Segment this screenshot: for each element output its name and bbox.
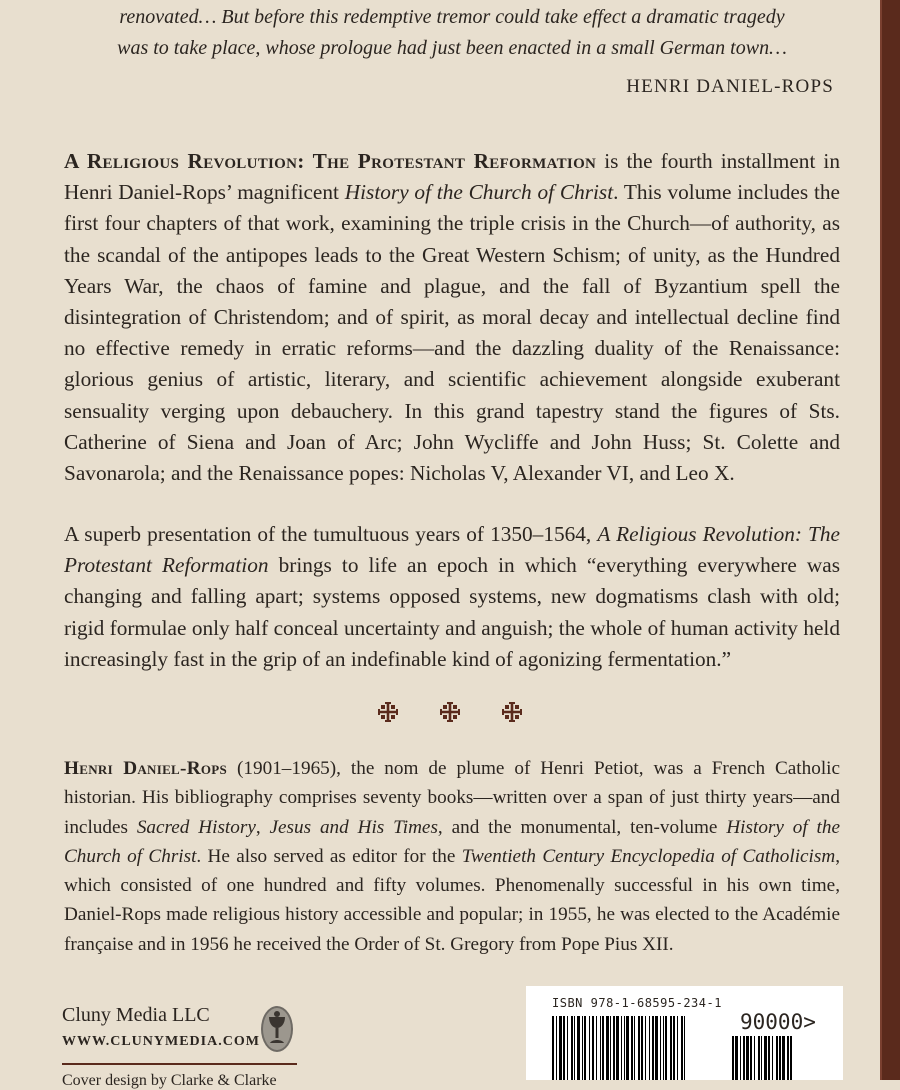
footer-rule	[62, 1063, 297, 1065]
barcode-bar	[631, 1016, 633, 1080]
publisher-name: Cluny Media LLC	[62, 1004, 210, 1026]
barcode-bar	[790, 1036, 792, 1080]
barcode-bar	[670, 1016, 672, 1080]
barcode-bar	[787, 1036, 789, 1080]
barcode-block	[526, 986, 843, 1080]
barcode-bar	[584, 1016, 586, 1080]
price-code: 90000>	[740, 1010, 816, 1034]
barcode-bar	[563, 1016, 565, 1080]
barcode-bar	[663, 1016, 664, 1080]
description-text-2: . This volume includes the first four chapters of that work, examining the triple crisis in the Church—of authority, as the scandal of the antipopes leads to the Great Western Schism; of unity, as the Hundred Years War, the chaos of famine and plague, and the fall of Byzantium spell the disintegration of Christendom; and of spirit, as moral decay and intellectual decline find no effective remedy in erratic reforms—and the dazzling duality of the Renaissance: glorious genius of artistic, literary, and scientific achievement alongside exuberant sensuality verging upon debauchery. In this grand tapestry stand the figures of Sts. Catherine of Siena and Joan of Arc; John Wycliffe and John Huss; St. Colette and Savonarola; and the Renaissance popes: Nicholas V, Alexander VI, and Leo X.	[64, 180, 840, 486]
barcode-bar	[768, 1036, 770, 1080]
barcode-bar	[552, 1016, 554, 1080]
barcode-bar	[677, 1016, 678, 1080]
barcode-bar	[779, 1036, 781, 1080]
barcode-bar	[681, 1016, 683, 1080]
barcode-bar	[660, 1016, 661, 1080]
barcode-bar	[782, 1036, 785, 1080]
quote-line-1: renovated… But before this redemptive tremor could take effect a dramatic tragedy	[119, 6, 785, 28]
barcode-bar	[626, 1016, 629, 1080]
isbn-number: ISBN 978-1-68595-234-1	[552, 996, 722, 1010]
bio-text-2: , and the monumental, ten-volume	[437, 816, 727, 838]
jerusalem-cross-icon	[500, 700, 524, 724]
barcode-bar	[754, 1036, 755, 1080]
barcode-bar	[673, 1016, 675, 1080]
bio-text-1: (1901–1965), the nom de plume of Henri Petiot, was a French Catholic historian. His bibliography comprises seventy books—written over a span of just thirty years—and includes	[64, 758, 841, 838]
epigraph-quote	[64, 2, 840, 64]
barcode-bar	[655, 1016, 658, 1080]
barcode-bar	[649, 1016, 650, 1080]
presentation-paragraph	[64, 519, 840, 675]
barcode-bar	[621, 1016, 622, 1080]
barcode-bar	[764, 1036, 767, 1080]
barcode-bar	[665, 1016, 667, 1080]
barcode-bar	[758, 1036, 760, 1080]
bio-book-3: History of the Church of Christ	[64, 816, 841, 867]
cover-credit: Cover design by Clarke & Clarke	[62, 1072, 277, 1089]
barcode-bar	[645, 1016, 646, 1080]
jerusalem-cross-icon	[376, 700, 400, 724]
description-text-1: is the fourth installment in Henri Daniel-Rops’ magnificent	[64, 149, 840, 205]
barcode-bar	[750, 1036, 752, 1080]
bio-text-4: , which consisted of one hundred and fifty volumes. Phenomenally successful in his own time, Daniel-Rops made religious history accessible and popular; in 1955, he was elected to the Académie française and in 1956 he received the Order of St. Gregory from Pope Pius XII.	[64, 845, 840, 955]
jerusalem-cross-icon	[438, 700, 462, 724]
barcode-bar	[616, 1016, 619, 1080]
barcode-bar	[743, 1036, 745, 1080]
barcode-bar	[735, 1036, 738, 1080]
section-divider	[0, 700, 900, 726]
presentation-text-2: brings to life an epoch in which “everything everywhere was changing and falling apart; systems opposed systems, new dogmatisms clash with old; rigid formulae only half conceal uncertainty and anguish; the whole of human activity held increasingly fast in the grip of an indefinable kind of agonizing fermentation.”	[64, 553, 840, 671]
author-name: Henri Daniel-Rops	[64, 758, 228, 779]
quote-line-2: was to take place, whose prologue had just been enacted in a small German town…	[117, 37, 787, 59]
book-spine	[882, 0, 900, 1080]
barcode-bar	[776, 1036, 778, 1080]
barcode-bar	[559, 1016, 562, 1080]
barcode-bar	[684, 1016, 685, 1080]
price-barcode	[732, 1036, 820, 1080]
barcode-bar	[641, 1016, 643, 1080]
presentation-text-1: A superb presentation of the tumultuous years of 1350–1564,	[64, 522, 598, 546]
isbn-barcode	[552, 1016, 724, 1080]
series-title: History of the Church of Christ	[344, 180, 614, 205]
barcode-bar	[577, 1016, 580, 1080]
barcode-bar	[732, 1036, 734, 1080]
barcode-bar	[567, 1016, 568, 1080]
barcode-bar	[592, 1016, 594, 1080]
book-title: A Religious Revolution: The Protestant Reformation	[64, 149, 597, 173]
barcode-bar	[610, 1016, 611, 1080]
barcode-bar	[761, 1036, 762, 1080]
barcode-bar	[582, 1016, 583, 1080]
barcode-bar	[600, 1016, 601, 1080]
author-bio	[64, 754, 840, 959]
barcode-bar	[740, 1036, 741, 1080]
bio-book-1: Sacred History	[136, 816, 256, 838]
description-paragraph	[64, 146, 840, 489]
bio-separator: ,	[255, 816, 270, 838]
barcode-bar	[634, 1016, 635, 1080]
barcode-bar	[571, 1016, 573, 1080]
bio-book-2: Jesus and His Times	[269, 816, 438, 838]
quote-attribution: HENRI DANIEL-ROPS	[626, 76, 834, 97]
bio-text-3: . He also served as editor for the	[196, 845, 462, 867]
barcode-bar	[772, 1036, 773, 1080]
barcode-bar	[746, 1036, 749, 1080]
barcode-bar	[652, 1016, 654, 1080]
barcode-bar	[624, 1016, 625, 1080]
barcode-bar	[556, 1016, 557, 1080]
chalice-logo-icon	[260, 1005, 294, 1053]
barcode-bar	[574, 1016, 575, 1080]
barcode-bar	[602, 1016, 604, 1080]
barcode-bar	[638, 1016, 640, 1080]
publisher-url: WWW.CLUNYMEDIA.COM	[62, 1034, 260, 1049]
bio-book-4: Twentieth Century Encyclopedia of Catholicism	[461, 845, 836, 867]
presentation-book-title: A Religious Revolution: The Protestant Reformation	[64, 522, 841, 578]
barcode-bar	[589, 1016, 590, 1080]
barcode-bar	[613, 1016, 615, 1080]
barcode-bar	[596, 1016, 597, 1080]
barcode-bar	[606, 1016, 609, 1080]
